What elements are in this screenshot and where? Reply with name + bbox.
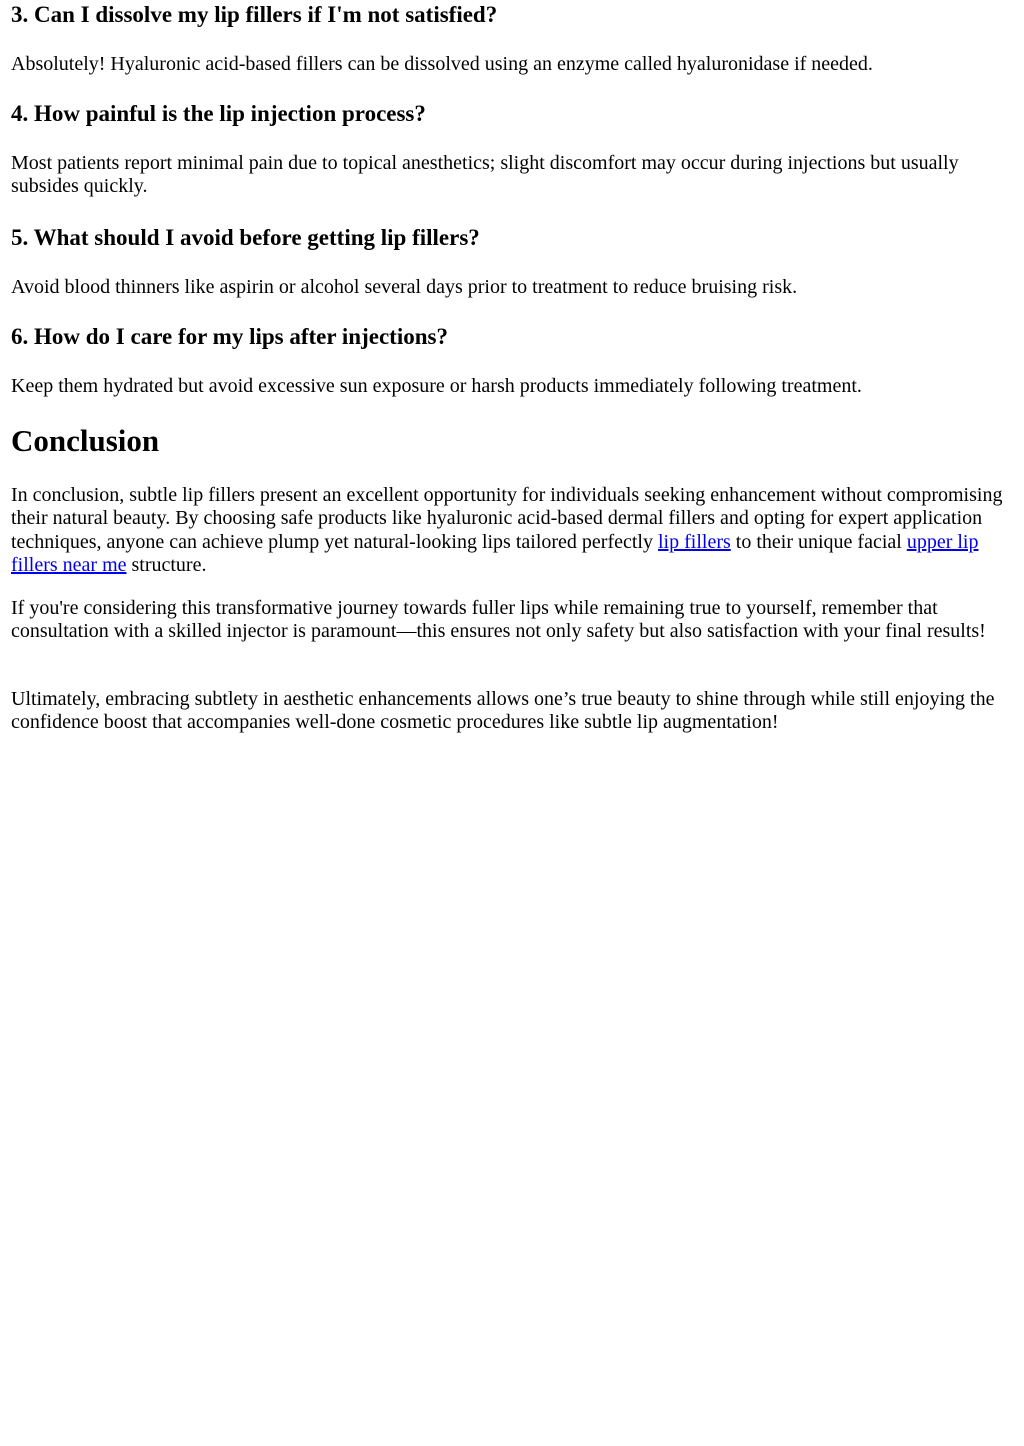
lip-fillers-link[interactable]: lip fillers bbox=[658, 530, 731, 553]
conclusion-paragraph-3: Ultimately, embracing subtlety in aesthetic enhancements allows one’s true beauty to shine through while still enjoying the confidence boost that accompanies well-done cosmetic procedures like subtle lip augmentation! bbox=[11, 688, 995, 734]
conclusion-paragraph-2: If you're considering this transformative journey towards fuller lips while remaining true to yourself, remember that consultation with a skilled injector is paramount—this ensures not only safety but also satisfaction with your final results! bbox=[11, 597, 986, 643]
conclusion-heading: Conclusion bbox=[11, 423, 160, 458]
conclusion-p1-text-b: to their unique facial bbox=[730, 530, 907, 553]
conclusion-p1-text-a: In conclusion, subtle lip fillers present an excellent opportunity for individuals seeking enhancement without compromising their natural beauty. By choosing safe products like hyaluronic acid-based dermal fillers and opting for expert application techniques, anyone can achieve plump yet natural-looking lips tailored perfectly bbox=[11, 484, 1003, 553]
faq-question-5: 5. What should I avoid before getting lip fillers? bbox=[11, 225, 480, 250]
faq-question-6: 6. How do I care for my lips after injections? bbox=[11, 324, 448, 349]
conclusion-p1-text-c: structure. bbox=[126, 554, 207, 577]
faq-question-3: 3. Can I dissolve my lip fillers if I'm not satisfied? bbox=[11, 2, 498, 27]
faq-answer-4: Most patients report minimal pain due to topical anesthetics; slight discomfort may occur during injections but usually subsides quickly. bbox=[11, 152, 959, 198]
upper-lip-fillers-near-me-link[interactable]: upper lip fillers near me bbox=[11, 530, 979, 577]
conclusion-paragraph-1 bbox=[11, 484, 1006, 578]
faq-answer-6: Keep them hydrated but avoid excessive sun exposure or harsh products immediately following treatment. bbox=[11, 375, 862, 397]
faq-question-4: 4. How painful is the lip injection process? bbox=[11, 101, 426, 126]
faq-answer-3: Absolutely! Hyaluronic acid-based fillers can be dissolved using an enzyme called hyaluronidase if needed. bbox=[11, 53, 873, 75]
faq-answer-5: Avoid blood thinners like aspirin or alcohol several days prior to treatment to reduce bruising risk. bbox=[11, 276, 798, 298]
